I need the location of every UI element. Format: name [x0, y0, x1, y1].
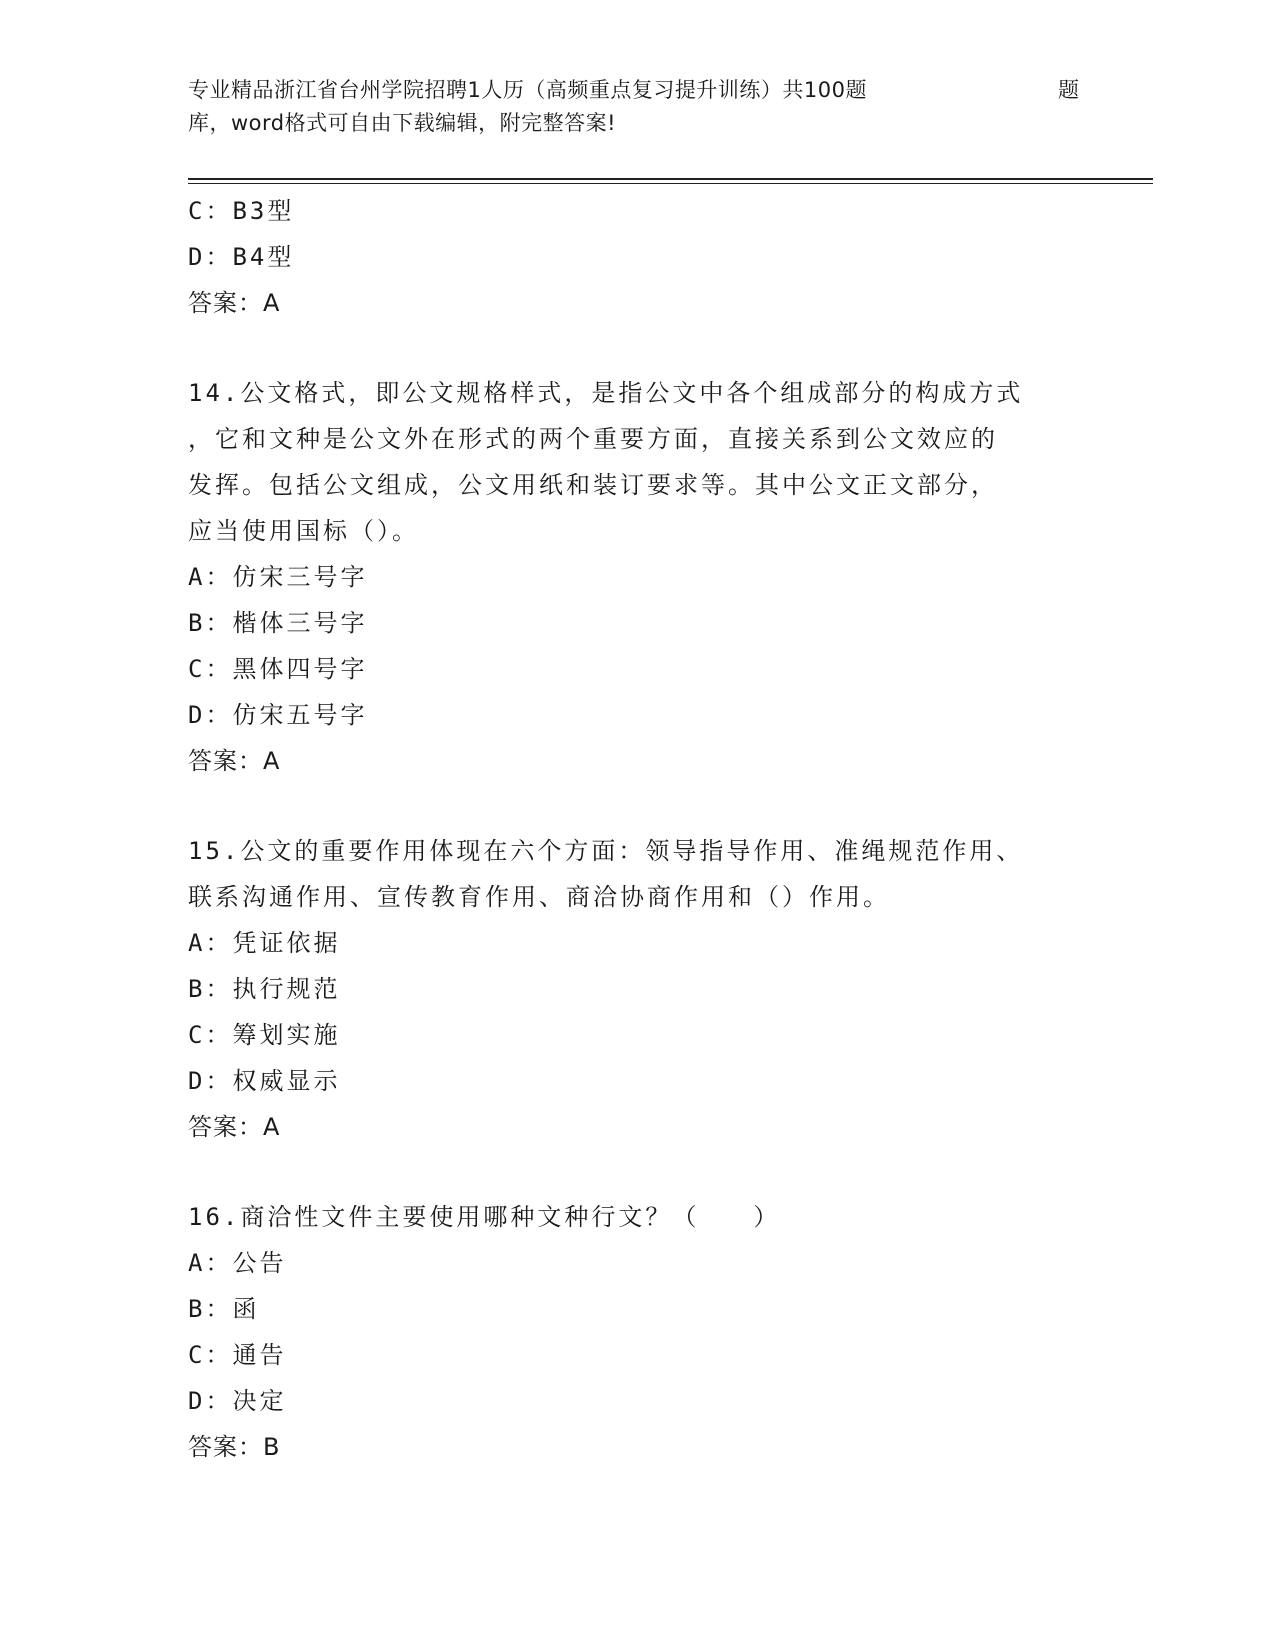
option-c: C：筹划实施 [188, 1021, 341, 1049]
document-body [188, 188, 1088, 1470]
answer: 答案：B [188, 1433, 281, 1461]
header-divider-thin [188, 183, 1153, 184]
header-title-tail: 题 [1058, 78, 1079, 102]
question-stem-line: ，它和文种是公文外在形式的两个重要方面，直接关系到公文效应的 [188, 425, 998, 453]
option-c: C：B3型 [188, 197, 295, 225]
question-16 [188, 1194, 1088, 1470]
header-title-line-1: 专业精品浙江省台州学院招聘1人历（高频重点复习提升训练）共100题 [188, 78, 867, 102]
option-a: A：公告 [188, 1249, 287, 1277]
question-stem-line: 16.商洽性文件主要使用哪种文种行文？（ ） [188, 1203, 781, 1231]
option-b: B：执行规范 [188, 975, 341, 1003]
option-c: C：通告 [188, 1341, 287, 1369]
question-14 [188, 370, 1088, 784]
answer: 答案：A [188, 747, 281, 775]
question-stem-line: 14.公文格式，即公文规格样式，是指公文中各个组成部分的构成方式 [188, 379, 1024, 407]
question-15 [188, 828, 1088, 1150]
option-d: D：决定 [188, 1387, 287, 1415]
header-divider-thick [188, 178, 1153, 180]
question-stem-line: 联系沟通作用、宣传教育作用、商洽协商作用和（）作用。 [188, 883, 890, 911]
question-13-tail [188, 188, 1088, 326]
option-b: B：楷体三号字 [188, 609, 368, 637]
option-d: D：权威显示 [188, 1067, 341, 1095]
option-d: D：B4型 [188, 243, 295, 271]
option-b: B：函 [188, 1295, 260, 1323]
question-stem-line: 应当使用国标（）。 [188, 517, 419, 545]
question-stem-line: 15.公文的重要作用体现在六个方面：领导指导作用、准绳规范作用、 [188, 837, 1024, 865]
question-stem-line: 发挥。包括公文组成，公文用纸和装订要求等。其中公文正文部分， [188, 471, 998, 499]
page-header [188, 74, 1088, 140]
header-title-line-2: 库，word格式可自由下载编辑，附完整答案! [188, 111, 617, 135]
answer: 答案：A [188, 1113, 281, 1141]
option-d: D：仿宋五号字 [188, 701, 368, 729]
option-a: A：凭证依据 [188, 929, 341, 957]
option-a: A：仿宋三号字 [188, 563, 368, 591]
option-c: C：黑体四号字 [188, 655, 368, 683]
answer: 答案：A [188, 289, 281, 317]
